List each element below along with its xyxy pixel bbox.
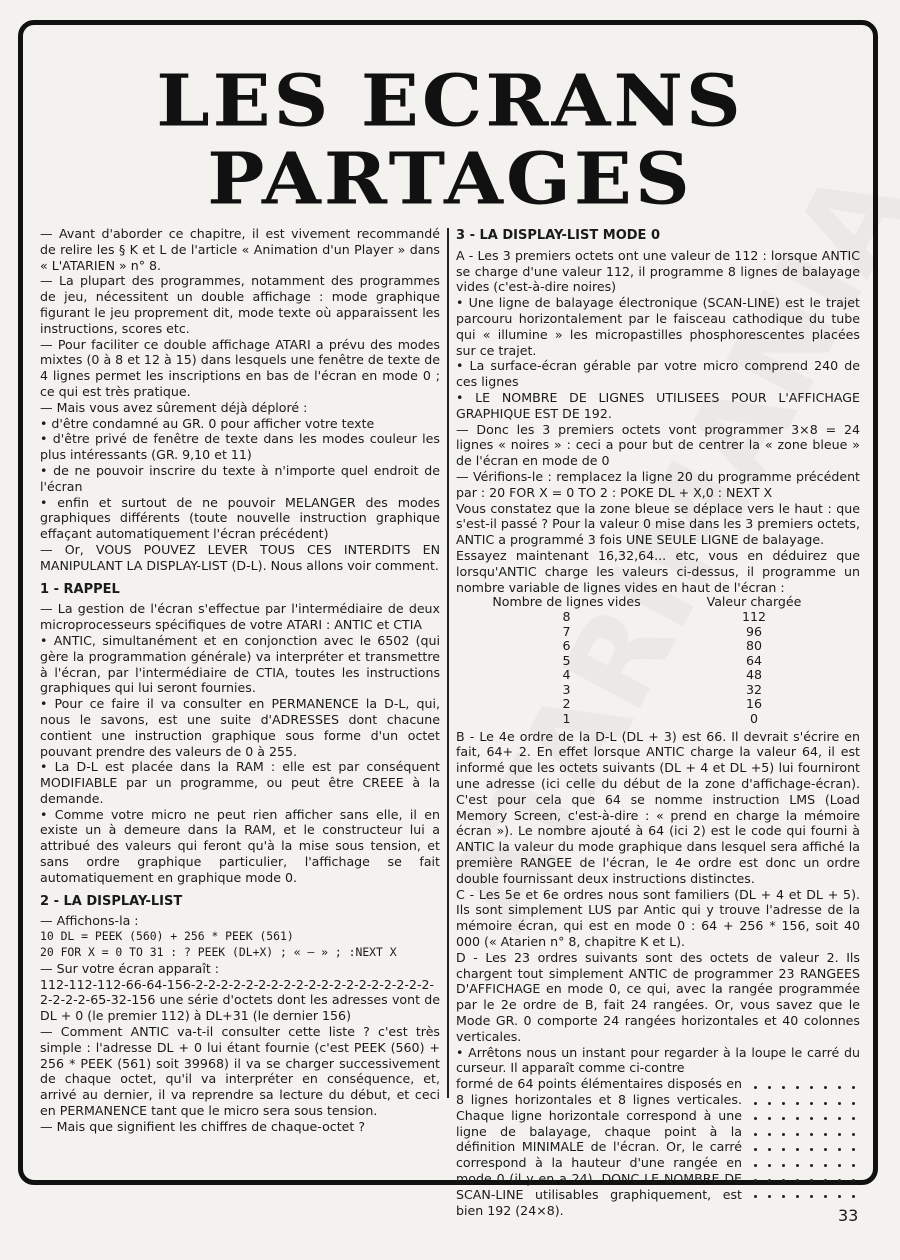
cursor-dot [790, 1142, 804, 1158]
table-row [464, 625, 839, 640]
cursor-dot [818, 1080, 832, 1096]
paragraph: • Pour ce faire il va consulter en PERMANENCE la D-L, qui, nous le savons, est une suite d'ADRESSES dont chacune contient une instruction graphique sous forme d'un octet pouvant prendre des valeurs de 0 à 255. [40, 696, 440, 759]
table-cell: 8 [562, 608, 571, 624]
right-column [456, 226, 860, 1218]
paragraph: — Or, VOUS POUVEZ LEVER TOUS CES INTERDITS EN MANIPULANT LA DISPLAY-LIST (D-L). Nous allons voir comment. [40, 541, 440, 573]
cursor-dot [846, 1127, 860, 1143]
cursor-illustration [748, 1080, 860, 1204]
paragraph: — Avant d'aborder ce chapitre, il est vivement recommandé de relire les § K et L de l'article « Animation d'un Player » dans « L'ATARIEN » n° 8. [40, 226, 440, 273]
cursor-dot [804, 1189, 818, 1205]
scanline-table [464, 595, 839, 726]
paragraph: 112-112-112-66-64-156-2-2-2-2-2-2-2-2-2-2-2-2-2-2-2-2-2-2-2-2-2-2-2-65-32-156 une série d'octets dont les adresses vont de DL + 0 (le premier 112) à DL+31 (le dernier 156) [40, 976, 440, 1024]
cursor-dot [748, 1096, 762, 1112]
cursor-dot [762, 1173, 776, 1189]
cursor-dot [804, 1158, 818, 1174]
cursor-dot [832, 1173, 846, 1189]
paragraph: formé de 64 points élémentaires disposés en 8 lignes horizontales et 8 lignes verticales. Chaque ligne horizontale correspond à une ligne de balayage, chaque point à la définition MINIMALE de l'écran. Or, le carré correspond à la hauteur d'une rangée en mode 0 (il y en a 24). DONC LE NOMBRE DE SCAN-LINE utilisables graphiquement, est bien 192 (24×8). [456, 1076, 742, 1218]
cursor-dot [762, 1096, 776, 1112]
cursor-dot [790, 1080, 804, 1096]
cursor-dot [804, 1142, 818, 1158]
column-divider [447, 228, 449, 1098]
cursor-dot [748, 1173, 762, 1189]
page-number: 33 [838, 1206, 859, 1225]
cursor-dot [832, 1142, 846, 1158]
table-row [464, 610, 839, 625]
cursor-dot [776, 1096, 790, 1112]
cursor-dot [832, 1189, 846, 1205]
table-cell: 80 [745, 638, 763, 654]
cursor-dot [762, 1080, 776, 1096]
cursor-dot [776, 1158, 790, 1174]
cursor-dot [790, 1096, 804, 1112]
cursor-dot [818, 1111, 832, 1127]
paragraph: — Mais que signifient les chiffres de chaque-octet ? [40, 1118, 366, 1134]
paragraph: — Mais vous avez sûrement déjà déploré : [40, 399, 308, 415]
table-row [464, 683, 839, 698]
cursor-dot [846, 1142, 860, 1158]
cursor-dot [818, 1096, 832, 1112]
paragraph: • La D-L est placée dans la RAM : elle est par conséquent MODIFIABLE par un programme, ou peut être CREEE à la demande. [40, 759, 440, 806]
cursor-dot [846, 1080, 860, 1096]
cursor-dot [762, 1127, 776, 1143]
table-header-row [464, 595, 839, 610]
left-column [40, 226, 440, 1135]
cursor-dot [748, 1080, 762, 1096]
cursor-dot [804, 1111, 818, 1127]
cursor-dot [776, 1173, 790, 1189]
section-heading-display-list-mode-0: 3 - LA DISPLAY-LIST MODE 0 [456, 228, 660, 243]
paragraph: • Comme votre micro ne peut rien afficher sans elle, il en existe un à demeure dans la RAM, et le constructeur lui a attribué des valeurs qui feront qu'à la mise sous tension, et sans ordre graphique particulier, l'affichage se fait automatiquement en graphique mode 0. [40, 806, 440, 885]
cursor-dot [762, 1111, 776, 1127]
paragraph: — Vérifions-le : remplacez la ligne 20 du programme précédent par : 20 FOR X = 0 TO 2 : POKE DL + X,0 : NEXT X [456, 468, 860, 500]
cursor-dot [790, 1127, 804, 1143]
cursor-dot [748, 1142, 762, 1158]
cursor-dot [818, 1142, 832, 1158]
paragraph: — La plupart des programmes, notamment des programmes de jeu, nécessitent un double affichage : mode graphique figurant le jeu proprement dit, mode texte où apparaissent les instructions, scores etc. [40, 273, 440, 336]
cursor-dot [790, 1189, 804, 1205]
table-cell: 48 [745, 667, 763, 683]
cursor-dot [776, 1080, 790, 1096]
section-heading-rappel: 1 - RAPPEL [40, 581, 120, 597]
paragraph: C - Les 5e et 6e ordres nous sont familiers (DL + 4 et DL + 5). Ils sont simplement LUS par Antic qui y trouve l'adresse de la mémoire écran, qui est en mode 0 : 64 + 256 * 156, soit 40 000 (« Atarien n° 8, chapitre K et L). [456, 886, 860, 950]
paragraph: A - Les 3 premiers octets ont une valeur de 112 : lorsque ANTIC se charge d'une valeur 112, il programme 8 lignes de balayage vides (c'est-à-dire noires) [456, 247, 860, 295]
cursor-dot [818, 1189, 832, 1205]
code-line: 20 FOR X = 0 TO 31 : ? PEEK (DL+X) ; « — » ; :NEXT X [40, 945, 397, 960]
cursor-dot [748, 1111, 762, 1127]
paragraph: • LE NOMBRE DE LIGNES UTILISEES POUR L'AFFICHAGE GRAPHIQUE EST DE 192. [456, 389, 860, 421]
paragraph: — Comment ANTIC va-t-il consulter cette liste ? c'est très simple : l'adresse DL + 0 lui étant fournie (c'est PEEK (560) + 256 * PEEK (561) soit 39968) il va se charger successivement de chaque octet, qu'il va interpréter en conséquence, et, arrivé au dernier, il va reprendre sa lecture du début, et ceci en PERMANENCE tant que le micro sera sous tension. [40, 1024, 440, 1119]
paragraph: — Pour faciliter ce double affichage ATARI a prévu des modes mixtes (0 à 8 et 12 à 15) dans lesquels une fenêtre de texte de 4 lignes permet les inscriptions en bas de l'écran en mode 0 ; ce qui est très pratique. [40, 336, 440, 399]
paragraph: Essayez maintenant 16,32,64... etc, vous en déduirez que lorsqu'ANTIC charge les valeurs ci-dessus, il programme un nombre variable de lignes vides en haut de l'écran : [456, 547, 860, 595]
table-cell: 6 [562, 638, 571, 654]
section-heading-display-list: 2 - LA DISPLAY-LIST [40, 893, 183, 909]
paragraph: • d'être condamné au GR. 0 pour afficher votre texte [40, 415, 375, 431]
cursor-dot [846, 1158, 860, 1174]
table-cell: 64 [745, 652, 763, 668]
paragraph: B - Le 4e ordre de la D-L (DL + 3) est 66. Il devrait s'écrire en fait, 64+ 2. En effet lorsque ANTIC charge la valeur 64, il est informé que les octets suivants (DL + 4 et DL +5) lui fourniront une adresse (ici celle du début de la zone d'affichage-écran). C'est pour cela que 64 se nomme instruction LMS (Load Memory Screen, c'est-à-dire : « prend en charge la mémoire écran »). Le nombre ajouté à 64 (ici 2) est le code qui fourni à ANTIC la valeur du mode graphique dans lesquel sera affiché la première RANGEE de l'écran, le 4e ordre est donc un ordre double fournissant deux instructions distinctes. [456, 728, 860, 886]
cursor-dot [832, 1158, 846, 1174]
table-cell: 112 [741, 608, 767, 624]
cursor-dot [832, 1096, 846, 1112]
cursor-dot [804, 1080, 818, 1096]
cursor-dot [762, 1142, 776, 1158]
cursor-dot [846, 1111, 860, 1127]
cursor-dot [818, 1127, 832, 1143]
cursor-dot [790, 1158, 804, 1174]
paragraph: Vous constatez que la zone bleue se déplace vers le haut : que s'est-il passé ? Pour la valeur 0 mise dans les 3 premiers octets, ANTIC a programmé 3 fois UNE SEULE LIGNE de balayage. [456, 500, 860, 548]
table-cell: 3 [562, 681, 571, 697]
table-cell: 0 [749, 711, 758, 727]
table-cell: 96 [745, 623, 763, 639]
table-cell: 16 [745, 696, 763, 712]
table-cell: 4 [562, 667, 571, 683]
cursor-dot [748, 1127, 762, 1143]
cursor-dot [762, 1189, 776, 1205]
paragraph: — Affichons-la : [40, 913, 139, 929]
paragraph: • enfin et surtout de ne pouvoir MELANGER des modes graphiques différents (toute nouvelle instruction graphique effaçant automatiquement l'écran précédent) [40, 494, 440, 542]
cursor-dot [762, 1158, 776, 1174]
cursor-dot [846, 1173, 860, 1189]
paragraph: • La surface-écran gérable par votre micro comprend 240 de ces lignes [456, 358, 860, 390]
cursor-dot [818, 1173, 832, 1189]
table-row [464, 639, 839, 654]
paragraph: • Arrêtons nous un instant pour regarder à la loupe le carré du curseur. Il apparaît comme ci-contre [456, 1044, 860, 1076]
table-cell: 2 [562, 696, 571, 712]
paragraph: — Donc les 3 premiers octets vont programmer 3×8 = 24 lignes « noires » : ceci a pour but de centrer la « zone bleue » de l'écran en mode de 0 [456, 421, 860, 469]
cursor-dot [776, 1142, 790, 1158]
code-line: 10 DL = PEEK (560) + 256 * PEEK (561) [40, 929, 294, 944]
cursor-dot [776, 1111, 790, 1127]
cursor-dot [748, 1189, 762, 1205]
paragraph: — La gestion de l'écran s'effectue par l'intermédiaire de deux microprocesseurs spécifiques de votre ATARI : ANTIC et CTIA [40, 601, 440, 633]
table-header: Valeur chargée [706, 594, 802, 610]
table-cell: 5 [562, 652, 571, 668]
cursor-dot [776, 1189, 790, 1205]
paragraph: • ANTIC, simultanément et en conjonction avec le 6502 (qui gère la programmation générale) va interpréter et transmettre à l'écran, par l'intermédiaire de CTIA, toutes les instructions graphiques qui lui seront fournies. [40, 632, 440, 696]
cursor-dot [790, 1173, 804, 1189]
table-header: Nombre de lignes vides [492, 594, 641, 610]
cursor-dot [748, 1158, 762, 1174]
cursor-dot [832, 1127, 846, 1143]
table-cell: 7 [562, 623, 571, 639]
cursor-dot [804, 1096, 818, 1112]
cursor-dot [832, 1111, 846, 1127]
cursor-dot [804, 1127, 818, 1143]
paragraph: • d'être privé de fenêtre de texte dans les modes couleur les plus intéressants (GR. 9,10 et 11) [40, 431, 440, 463]
cursor-dot [818, 1158, 832, 1174]
cursor-dot [832, 1080, 846, 1096]
cursor-dot [804, 1173, 818, 1189]
title-line-1: LES ECRANS [156, 58, 744, 143]
title-line-2: PARTAGES [207, 136, 693, 221]
table-row [464, 697, 839, 712]
paragraph: — Sur votre écran apparaît : [40, 960, 220, 976]
paragraph: D - Les 23 ordres suivants sont des octets de valeur 2. Ils chargent tout simplement ANTIC de programmer 23 RANGEES D'AFFICHAGE en mode 0, ce qui, avec la rangée programmée par le 2e ordre de B, fait 24 rangées. Or, vous savez que le Mode GR. 0 comporte 24 rangées horizontales et 40 colonnes verticales. [456, 949, 860, 1044]
cursor-dot [790, 1111, 804, 1127]
paragraph: • Une ligne de balayage électronique (SCAN-LINE) est le trajet parcouru horizontalement par le faisceau cathodique du tube qui « illumine » les micropastilles phosphorescentes placées sur ce trajet. [456, 295, 860, 358]
table-cell: 32 [745, 681, 763, 697]
table-cell: 1 [562, 711, 571, 727]
cursor-dot [776, 1127, 790, 1143]
paragraph: • de ne pouvoir inscrire du texte à n'importe quel endroit de l'écran [40, 462, 440, 494]
table-row [464, 654, 839, 669]
table-row [464, 712, 839, 727]
cursor-dot [846, 1189, 860, 1205]
intro-block [40, 226, 440, 574]
cursor-dot [846, 1096, 860, 1112]
table-row [464, 668, 839, 683]
